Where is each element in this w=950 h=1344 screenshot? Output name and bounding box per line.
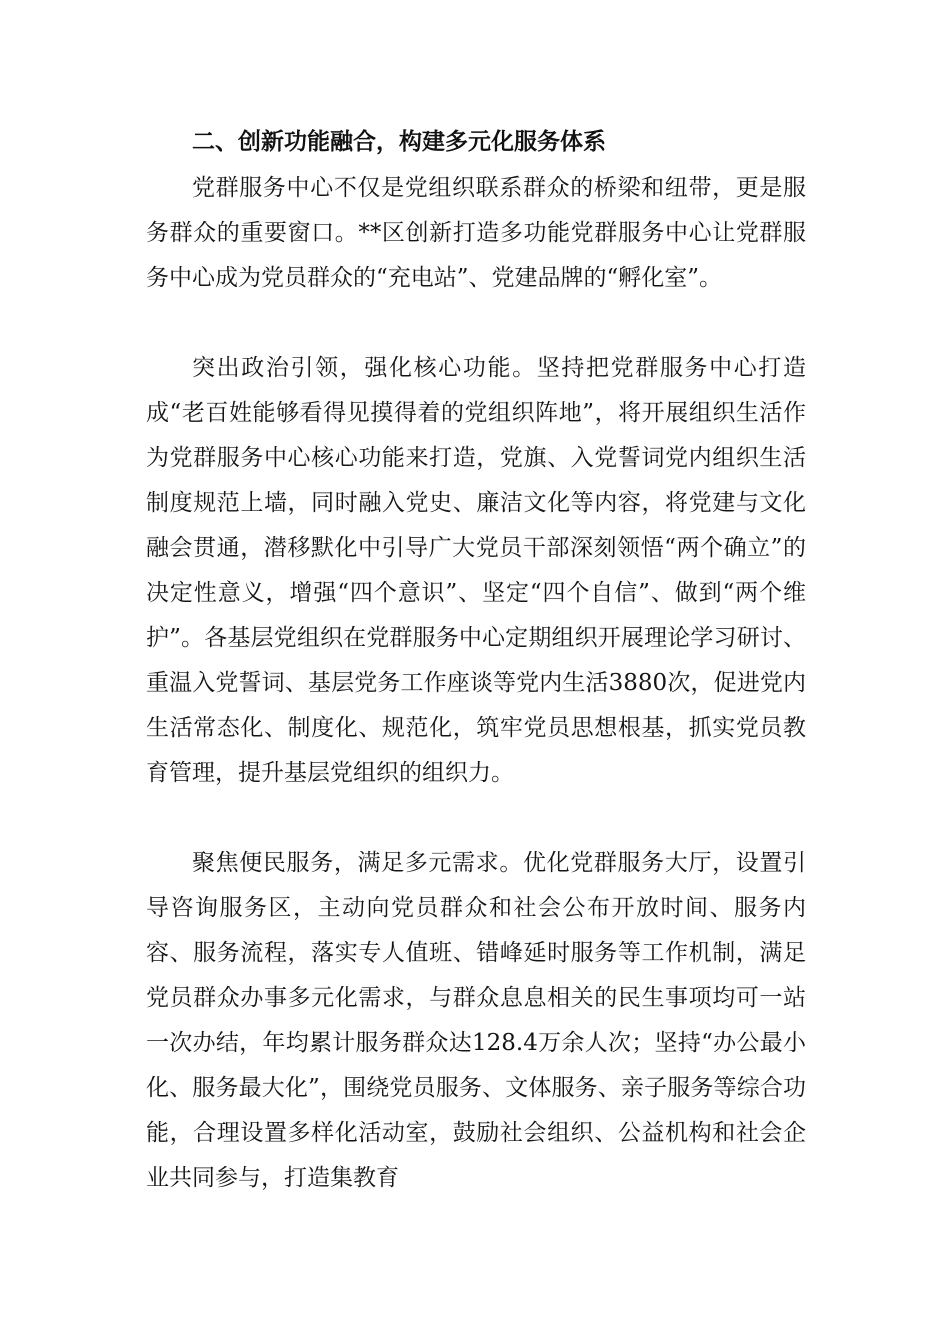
section-heading: 二、创新功能融合，构建多元化服务体系 xyxy=(192,129,606,155)
paragraph-political-leadership: 突出政治引领，强化核心功能。坚持把党群服务中心打造成“老百姓能够看得见摸得着的党组织阵地”，将开展组织生活作为党群服务中心核心功能来打造，党旗、入党誓词党内组织生活制度规范上墙，同时融入党史、廉洁文化等内容，将党建与文化融会贯通，潜移默化中引导广大党员干部深刻领悟“两个确立”的决定性意义，增强“四个意识”、坚定“四个自信”、做到“两个维护”。各基层党组织在党群服务中心定期组织开展理论学习研讨、重温入党誓词、基层党务工作座谈等党内生活3880次，促进党内生活常态化、制度化、规范化，筑牢党员思想根基，抓实党员教育管理，提升基层党组织的组织力。 xyxy=(146,355,806,786)
paragraph-intro: 党群服务中心不仅是党组织联系群众的桥梁和纽带，更是服务群众的重要窗口。**区创新打造多功能党群服务中心让党群服务中心成为党员群众的“充电站”、党建品牌的“孵化室”。 xyxy=(146,175,806,291)
paragraph-convenience-services: 聚焦便民服务，满足多元需求。优化党群服务大厅，设置引导咨询服务区，主动向党员群众和社会公布开放时间、服务内容、服务流程，落实专人值班、错峰延时服务等工作机制，满足党员群众办事多元化需求，与群众息息相关的民生事项均可一站一次办结，年均累计服务群众达128.4万余人次；坚持“办公最小化、服务最大化”，围绕党员服务、文体服务、亲子服务等综合功能，合理设置多样化活动室，鼓励社会组织、公益机构和社会企业共同参与，打造集教育 xyxy=(146,850,806,1191)
